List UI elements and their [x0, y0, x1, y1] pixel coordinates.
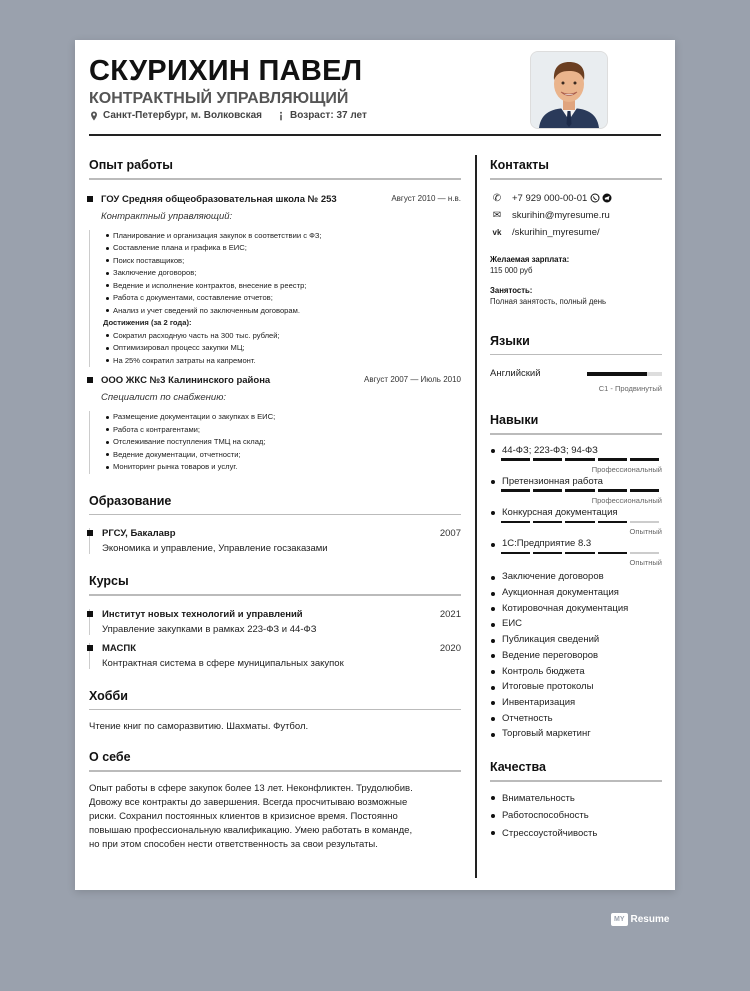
- right-column: [490, 158, 662, 842]
- section-title-skills: Навыки: [490, 413, 539, 427]
- rated-skill: [490, 505, 662, 536]
- job-entry: [89, 194, 461, 368]
- job-date: Август 2007 — Июль 2010: [364, 375, 461, 384]
- section-rule: [490, 433, 662, 435]
- job-entry: [89, 375, 461, 474]
- skill-level-segment: [533, 552, 562, 555]
- phone-icon: ✆: [492, 192, 502, 204]
- skill-level-bar: [501, 489, 659, 492]
- course-entry: [89, 609, 461, 635]
- course-entry: [89, 643, 461, 669]
- list-item: Стрессоустойчивость: [490, 825, 662, 843]
- about-text: [89, 782, 461, 852]
- vk-link[interactable]: /skurihin_myresume/: [512, 226, 600, 238]
- bullet-square-icon: [87, 530, 93, 536]
- qualities-section: [490, 760, 662, 842]
- skill-level-segment: [501, 521, 530, 524]
- course-name: Институт новых технологий и управлений: [102, 608, 303, 620]
- salary-value: 115 000 руб: [490, 265, 533, 275]
- list-item: Аукционная документация: [490, 585, 662, 601]
- language-level: C1 - Продвинутый: [598, 384, 662, 393]
- education-entry: [89, 528, 461, 554]
- skill-level-segment: [598, 489, 627, 492]
- education-name: РГСУ, Бакалавр: [102, 528, 176, 539]
- about-line: риски. Сохранил постоянных клиентов в кризисное время. Постоянно: [89, 810, 398, 822]
- skill-level-segment: [533, 458, 562, 461]
- section-rule: [89, 770, 461, 772]
- employment-label: Занятость:: [490, 285, 533, 295]
- skill-level-segment: [533, 489, 562, 492]
- about-line: но при этом способен нести ответственность за свои результаты.: [89, 838, 378, 850]
- about-line: повышаю профессиональную квалификацию. Умею работать в команде,: [89, 824, 413, 836]
- contact-vk: [490, 224, 662, 241]
- list-item: Внимательность: [490, 790, 662, 808]
- duties-list: [89, 230, 461, 368]
- courses-section: [89, 574, 461, 669]
- course-date: 2021: [439, 608, 461, 620]
- brand-logo-text: Resume: [630, 914, 670, 925]
- skill-level-segment: [501, 552, 530, 555]
- employment-value: Полная занятость, полный день: [490, 296, 607, 306]
- job-date: Август 2010 — н.в.: [391, 193, 461, 203]
- email-address[interactable]: skurihin@myresume.ru: [512, 209, 610, 221]
- resume-page: [75, 40, 675, 890]
- list-item: ЕИС: [490, 616, 662, 632]
- skill-level-segment: [630, 521, 659, 524]
- skill-level-segment: [501, 489, 530, 492]
- salary-label: Желаемая зарплата:: [490, 254, 570, 264]
- section-title-about: О себе: [89, 750, 131, 764]
- contacts-section: [490, 158, 662, 306]
- languages-section: [490, 334, 662, 394]
- section-rule: [490, 178, 662, 180]
- avatar: [530, 51, 608, 129]
- section-rule: [490, 354, 662, 356]
- about-section: [89, 750, 461, 852]
- list-item: Ведение переговоров: [490, 648, 662, 664]
- list-item: Инвентаризация: [490, 695, 662, 711]
- list-item: Оптимизировал процесс закупки МЦ;: [113, 342, 461, 355]
- brand-logo: [611, 913, 669, 926]
- info-icon: [276, 111, 286, 121]
- language-level-bar: [587, 372, 662, 376]
- telegram-icon: [602, 193, 612, 203]
- section-title-languages: Языки: [490, 333, 530, 348]
- list-item: Ведение и исполнение контрактов, внесение в реестр;: [113, 280, 461, 293]
- list-item: Составление плана и графика в ЕИС;: [113, 242, 461, 255]
- skill-level-segment: [565, 458, 594, 461]
- list-item: Торговый маркетинг: [490, 726, 662, 742]
- section-title-courses: Курсы: [89, 574, 129, 588]
- skill-level-bar: [501, 458, 659, 461]
- bullet-square-icon: [87, 611, 93, 617]
- list-item: Котировочная документация: [490, 601, 662, 617]
- skill-level-segment: [598, 552, 627, 555]
- skill-level-segment: [565, 521, 594, 524]
- skill-level-segment: [501, 458, 530, 461]
- left-column: [89, 158, 461, 852]
- skill-level-segment: [565, 489, 594, 492]
- list-item: Работа с контрагентами;: [113, 424, 461, 437]
- whatsapp-icon: [590, 193, 600, 203]
- duties-list: [89, 411, 461, 474]
- list-item: Отчетность: [490, 711, 662, 727]
- job-title: КОНТРАКТНЫЙ УПРАВЛЯЮЩИЙ: [89, 90, 349, 107]
- skill-level-segment: [533, 521, 562, 524]
- skill-level-segment: [565, 552, 594, 555]
- language-level-fill: [587, 372, 647, 376]
- location-pin-icon: [89, 111, 99, 121]
- candidate-name: СКУРИХИН ПАВЕЛ: [89, 55, 363, 87]
- course-name: МАСПК: [102, 642, 137, 654]
- brand-logo-box: MY: [611, 913, 628, 926]
- contact-phone: [490, 190, 662, 207]
- skill-level: Опытный: [629, 558, 662, 568]
- list-item: Заключение договоров: [490, 569, 662, 585]
- section-rule: [490, 780, 662, 782]
- list-item: Итоговые протоколы: [490, 679, 662, 695]
- age-text: Возраст: 37 лет: [290, 110, 367, 121]
- job-role: Специалист по снабжению:: [101, 392, 226, 403]
- list-item: Анализ и учет сведений по заключенным договорам.: [113, 305, 461, 318]
- vk-icon: vk: [492, 227, 502, 237]
- list-item: На 25% сократил затраты на капремонт.: [113, 355, 461, 368]
- list-item: Мониторинг рынка товаров и услуг.: [113, 461, 461, 474]
- bullet-square-icon: [87, 196, 93, 202]
- course-date: 2020: [439, 642, 461, 654]
- skill-level-segment: [630, 552, 659, 555]
- mail-icon: ✉: [492, 209, 502, 221]
- location-text: Санкт-Петербург, м. Волковская: [103, 110, 263, 121]
- list-item: Размещение документации о закупках в ЕИС;: [113, 411, 461, 424]
- skills-section: [490, 413, 662, 742]
- skill-name: 44-ФЗ; 223-ФЗ; 94-ФЗ: [490, 443, 662, 459]
- skill-name: Конкурсная документация: [490, 505, 662, 521]
- list-item: Сократил расходную часть на 300 тыс. рублей;: [113, 330, 461, 343]
- company-name: ООО ЖКС №3 Калининского района: [101, 375, 271, 386]
- header-divider: [89, 134, 661, 136]
- skill-level: Профессиональный: [591, 464, 662, 474]
- list-item: Работоспособность: [490, 807, 662, 825]
- skill-level-bar: [501, 552, 659, 555]
- rated-skill: [490, 536, 662, 567]
- experience-section: [89, 158, 461, 474]
- section-rule: [89, 709, 461, 711]
- section-title-qualities: Качества: [490, 760, 547, 775]
- language-name: Английский: [490, 368, 541, 379]
- section-title-experience: Опыт работы: [89, 158, 173, 172]
- education-date: 2007: [439, 528, 461, 539]
- job-role: Контрактный управляющий:: [101, 210, 233, 222]
- skill-level-segment: [598, 521, 627, 524]
- list-item: Планирование и организация закупок в соответствии с ФЗ;: [113, 230, 461, 243]
- course-details: Управление закупками в рамках 223-ФЗ и 44-ФЗ: [102, 623, 317, 635]
- language-entry: [490, 368, 662, 393]
- phone-number[interactable]: +7 929 000-00-01: [512, 192, 588, 204]
- bullet-square-icon: [87, 645, 93, 651]
- skill-level-segment: [598, 458, 627, 461]
- section-title-contacts: Контакты: [490, 158, 549, 172]
- skill-name: 1С:Предприятие 8.3: [490, 536, 662, 552]
- list-item: Контроль бюджета: [490, 664, 662, 680]
- list-item: Публикация сведений: [490, 632, 662, 648]
- education-details: Экономика и управление, Управление госзаказами: [102, 543, 328, 554]
- rated-skill: [490, 443, 662, 474]
- rated-skills: [490, 443, 662, 568]
- hobby-text: Чтение книг по саморазвитию. Шахматы. Футбол.: [89, 721, 309, 732]
- skill-name: Претензионная работа: [490, 474, 662, 490]
- hobby-section: [89, 689, 461, 735]
- list-item: Поиск поставщиков;: [113, 255, 461, 268]
- list-item: Ведение документации, отчетности;: [113, 449, 461, 462]
- meta-line: [89, 110, 367, 121]
- skill-level: Профессиональный: [591, 495, 662, 505]
- list-item: Заключение договоров;: [113, 267, 461, 280]
- section-rule: [89, 594, 461, 596]
- company-name: ГОУ Средняя общеобразовательная школа № 253: [101, 193, 337, 205]
- bullet-square-icon: [87, 377, 93, 383]
- section-title-hobby: Хобби: [89, 688, 128, 703]
- contact-email: [490, 207, 662, 224]
- list-item: Отслеживание поступления ТМЦ на склад;: [113, 436, 461, 449]
- skill-level-bar: [501, 521, 659, 524]
- about-line: Опыт работы в сфере закупок более 13 лет. Неконфликтен. Трудолюбив.: [89, 782, 413, 794]
- section-title-education: Образование: [89, 493, 172, 508]
- section-rule: [89, 178, 461, 180]
- list-item: Работа с документами, составление отчетов;: [113, 292, 461, 305]
- skill-level: Опытный: [629, 527, 662, 537]
- achievements-heading: Достижения (за 2 года):: [103, 318, 192, 327]
- course-details: Контрактная система в сфере муниципальных закупок: [102, 657, 344, 669]
- skill-level-segment: [630, 489, 659, 492]
- column-divider: [475, 155, 477, 878]
- education-section: [89, 494, 461, 555]
- section-rule: [89, 514, 461, 516]
- rated-skill: [490, 474, 662, 505]
- skills-list: [490, 569, 662, 742]
- about-line: Довожу все контракты до завершения. Всегда просчитываю возможные: [89, 796, 408, 808]
- skill-level-segment: [630, 458, 659, 461]
